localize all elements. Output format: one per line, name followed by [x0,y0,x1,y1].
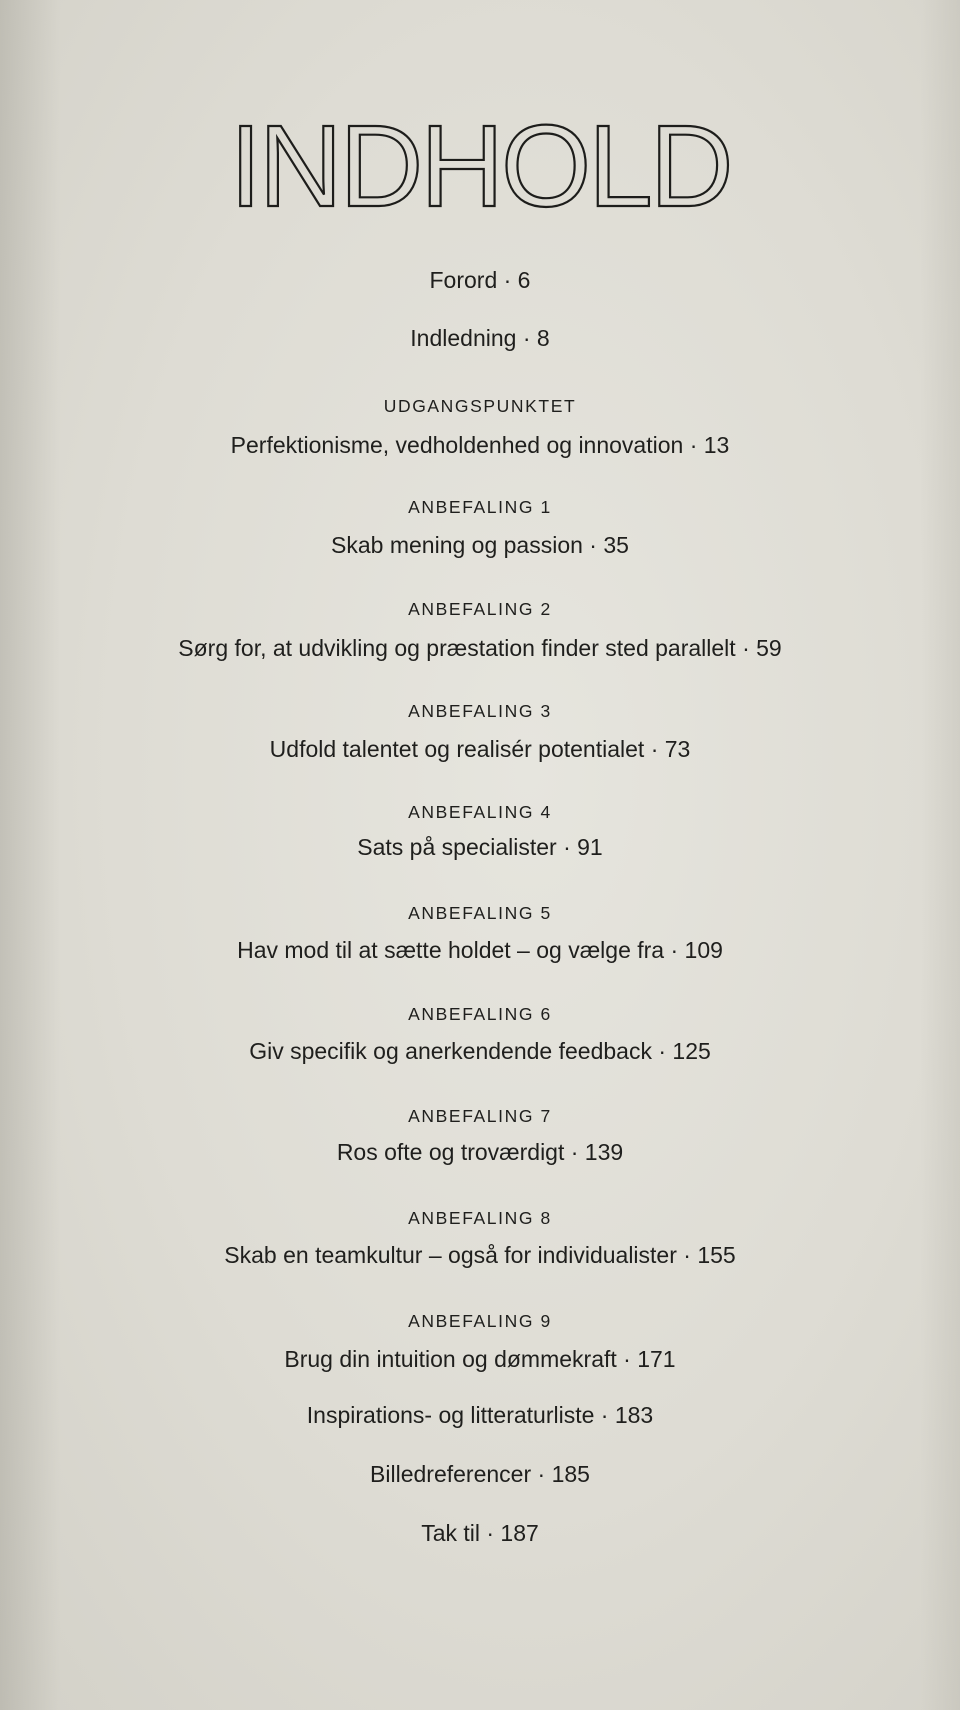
toc-entry-anbefaling-3: Udfold talentet og realisér potentialet · 73 [269,736,691,762]
toc-entry-forord: Forord · 6 [429,267,531,293]
toc-entry-anbefaling-5: Hav mod til at sætte holdet – og vælge fra · 109 [237,937,723,963]
toc-entry-anbefaling-1: Skab mening og passion · 35 [331,532,629,558]
toc-entry-anbefaling-7: Ros ofte og troværdigt · 139 [336,1139,624,1165]
toc-section-label-anbefaling-6: ANBEFALING 6 [408,1004,552,1024]
toc-entry-anbefaling-8: Skab en teamkultur – også for individualister · 155 [224,1242,736,1268]
toc-section-label-anbefaling-1: ANBEFALING 1 [408,497,552,517]
toc-section-label-anbefaling-5: ANBEFALING 5 [408,903,552,923]
toc-entry-indledning: Indledning · 8 [410,325,550,351]
toc-entry-anbefaling-9: Brug din intuition og dømmekraft · 171 [284,1346,676,1372]
toc-section-label-anbefaling-3: ANBEFALING 3 [408,701,552,721]
toc-entry-perfektionisme: Perfektionisme, vedholdenhed og innovation · 13 [230,432,730,458]
toc-section-label-anbefaling-7: ANBEFALING 7 [408,1106,552,1126]
toc-entry-billedreferencer: Billedreferencer · 185 [370,1461,590,1487]
toc-section-label-anbefaling-8: ANBEFALING 8 [408,1208,552,1228]
toc-section-label-anbefaling-4: ANBEFALING 4 [408,802,552,822]
page-title: INDHOLD [229,101,731,231]
toc-section-label-udgangspunktet: UDGANGSPUNKTET [383,396,577,416]
toc-entry-tak: Tak til · 187 [421,1520,539,1546]
toc-entry-inspiration: Inspirations- og litteraturliste · 183 [306,1402,654,1428]
toc-entry-anbefaling-6: Giv specifik og anerkendende feedback · 125 [249,1038,711,1064]
toc-section-label-anbefaling-9: ANBEFALING 9 [408,1311,552,1331]
toc-entry-anbefaling-2: Sørg for, at udvikling og præstation finder sted parallelt · 59 [178,635,782,661]
toc-entry-anbefaling-4: Sats på specialister · 91 [357,834,603,860]
toc-section-label-anbefaling-2: ANBEFALING 2 [408,599,552,619]
